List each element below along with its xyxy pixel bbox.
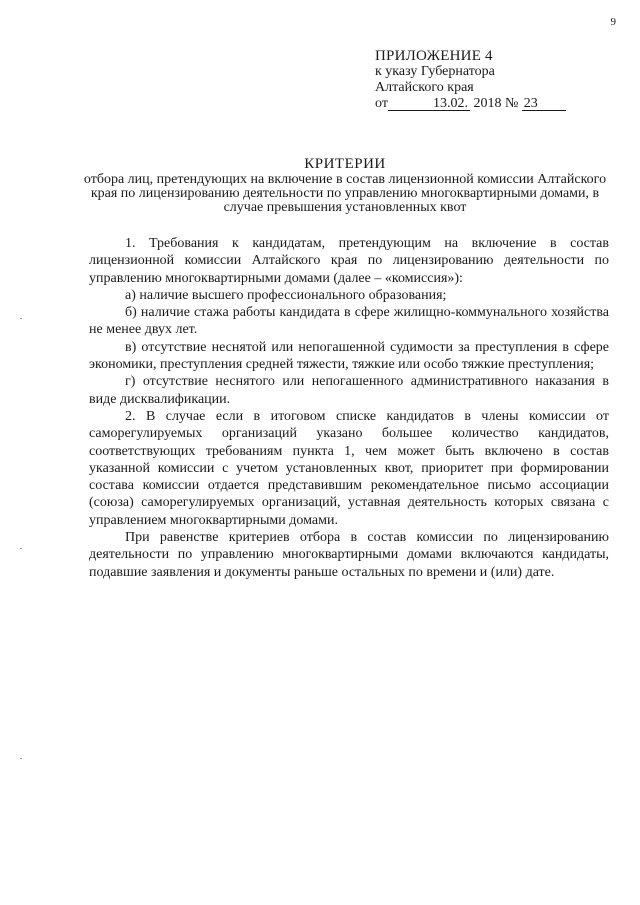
appendix-title: ПРИЛОЖЕНИЕ 4 (375, 48, 493, 64)
appendix-block (375, 48, 566, 112)
paragraph-item-b: б) наличие стажа работы кандидата в сфере жилищно-коммунального хозяйства не менее двух лет. (89, 305, 609, 338)
margin-dot (20, 318, 22, 319)
date-prefix: от (375, 96, 388, 111)
margin-dot (20, 758, 22, 759)
appendix-date-line (375, 96, 566, 112)
paragraph-item-a: а) наличие высшего профессионального образования; (125, 287, 447, 303)
paragraph-item-v: в) отсутствие неснятой или непогашенной судимости за преступления в сфере экономики, преступления средней тяжести, тяжкие или особо тяжкие преступления; (89, 339, 609, 373)
appendix-line-decree: к указу Губернатора (375, 64, 495, 79)
margin-dot (20, 548, 22, 549)
document-body (89, 235, 609, 581)
appendix-line-region: Алтайского края (375, 80, 474, 95)
heading-subtitle: отбора лиц, претендующих на включение в состав лицензионной комиссии Алтайского края по лицензированию деятельности по управлению многоквартирными домами, в случае превышения установленных квот (83, 172, 607, 215)
document-heading (80, 157, 610, 215)
heading-title: КРИТЕРИИ (304, 156, 386, 172)
year-and-number-label: 2018 № (473, 96, 519, 111)
page-number: 9 (610, 16, 616, 28)
paragraph-priority: 2. В случае если в итоговом списке кандидатов в члены комиссии от саморегулируемых организаций указано большее количество кандидатов, соответствующих требованиям пункта 1, чем может быть включено в состав указанной комиссии с учетом установленных квот, приоритет при формировании состава комиссии отдается представившим рекомендательное письмо ассоциации (союза) саморегулируемых организаций, уставная деятельность которых связана с управлением многоквартирными домами. (89, 408, 609, 528)
decree-number: 23 (522, 97, 566, 111)
date-value: 13.02. (388, 97, 470, 111)
paragraph-equal-criteria: При равенстве критериев отбора в состав комиссии по лицензированию деятельности по управлению многоквартирными домами включаются кандидаты, подавшие заявления и документы раньше остальных по времени и (или) дате. (89, 530, 609, 580)
paragraph-requirements: 1. Требования к кандидатам, претендующим на включение в состав лицензионной комиссии Алтайского края по лицензированию деятельности по управлению многоквартирными домами (далее – «комиссия»): (89, 236, 609, 286)
paragraph-item-g: г) отсутствие неснятого или непогашенного административного наказания в виде дисквалификации. (89, 374, 609, 407)
